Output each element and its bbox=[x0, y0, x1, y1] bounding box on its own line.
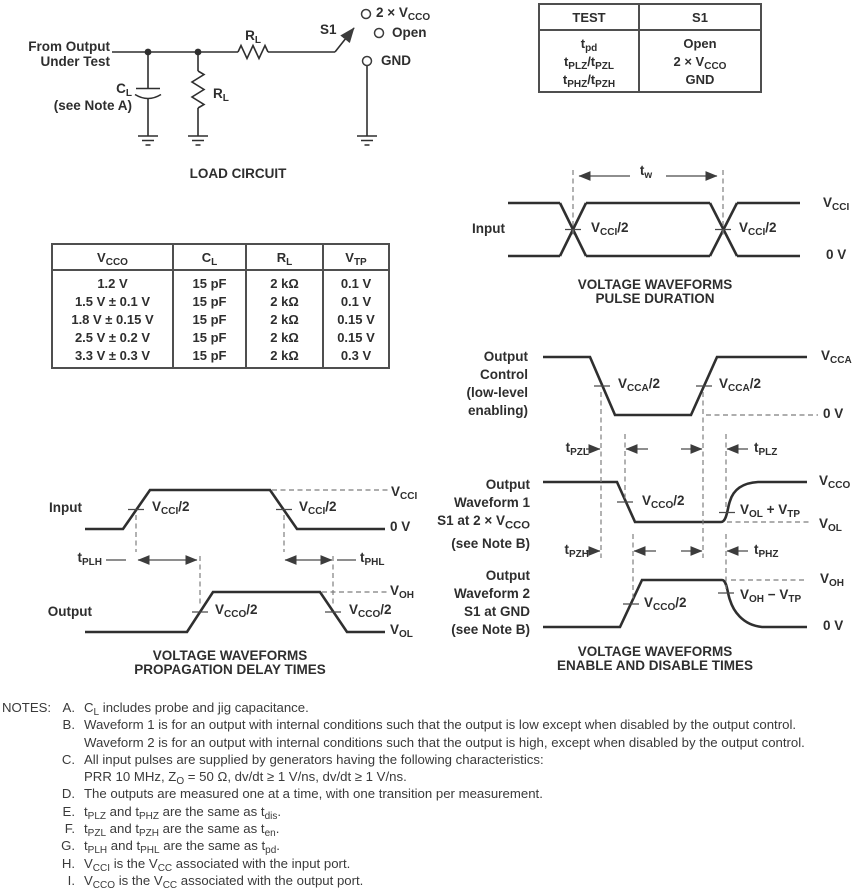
pulse-caption-1: VOLTAGE WAVEFORMS bbox=[577, 277, 733, 292]
table-cell: 2 kΩ bbox=[246, 292, 323, 310]
prop-delay-ticks-arrows bbox=[106, 510, 356, 613]
table-cell: $t_{pd}$ bbox=[580, 35, 598, 54]
pulse-vcci2-label-1: $V_{CCI}/2$ bbox=[591, 220, 629, 238]
vol-plus-vtp-label: $V_{OL} + V_{TP}$ bbox=[740, 502, 801, 520]
propdelay-vcci2-label-1: $V_{CCI}/2$ bbox=[152, 499, 190, 517]
table-row bbox=[52, 310, 389, 328]
notes-section bbox=[0, 699, 852, 889]
table-cell: $t_{PHZ}/t_{PZH}$ bbox=[562, 71, 616, 90]
notes-title: NOTES: bbox=[2, 700, 52, 715]
w2-vcco2-label: $V_{CCO}/2$ bbox=[644, 595, 687, 613]
table-cell: 2 kΩ bbox=[246, 328, 323, 346]
switch-position-gnd-label: GND bbox=[381, 53, 411, 68]
note-item-a: A. $C_L$ includes probe and jig capacitance. bbox=[62, 700, 309, 718]
pulse-vcci-level-label: $V_{CCI}$ bbox=[823, 195, 850, 213]
from-output-label: From Output Under Test bbox=[28, 39, 110, 69]
propdelay-vcci-level-label: $V_{CCI}$ bbox=[391, 484, 418, 502]
propdelay-vcco2-label-2: $V_{CCO}/2$ bbox=[349, 602, 392, 620]
table-row bbox=[52, 346, 389, 368]
table-cell: 15 pF bbox=[173, 310, 246, 328]
rl-shunt-label: $R_L$ bbox=[213, 86, 229, 104]
header-vcco: $V_{CCO}$ bbox=[52, 244, 173, 270]
table-cell: 0.15 V bbox=[323, 328, 389, 346]
tpzh-label: $t_{PZH}$ bbox=[564, 542, 589, 560]
table-cell: 15 pF bbox=[173, 292, 246, 310]
ctrl-0v-level-label: 0 V bbox=[823, 406, 844, 421]
note-item-i: I. $V_{CCO}$ is the $V_{CC}$ associated with the output port. bbox=[67, 872, 364, 889]
table-cell: 0.1 V bbox=[323, 270, 389, 292]
tpzl-label: $t_{PZL}$ bbox=[565, 440, 589, 458]
header-rl: $R_L$ bbox=[246, 244, 323, 270]
note-item-f: F. $t_{PZL}$ and $t_{PZH}$ are the same as $t_{en}$. bbox=[64, 821, 280, 840]
tplz-label: $t_{PLZ}$ bbox=[754, 440, 778, 458]
switch-position-2xvcco-label: $2 \times V_{CCO}$ bbox=[376, 5, 431, 23]
propdelay-vcco2-label-1: $V_{CCO}/2$ bbox=[215, 602, 258, 620]
note-item-h: H. $V_{CCI}$ is the $V_{CC}$ associated with the input port. bbox=[61, 855, 351, 874]
propdelay-caption-2: PROPAGATION DELAY TIMES bbox=[134, 662, 326, 677]
output-control-label: Output Control (low-level enabling) bbox=[466, 349, 528, 418]
load-conditions-table bbox=[51, 243, 390, 369]
propdelay-0v-level-label: 0 V bbox=[390, 519, 411, 534]
table-cell: 15 pF bbox=[173, 346, 246, 368]
note-item-b: B. Waveform 1 is for an output with internal conditions such that the output is low except when disabled by the output control. Waveform 2 is for an output with internal conditions such that the output is high, except when disabled by the output control. bbox=[62, 717, 805, 750]
note-item-g: G. $t_{PLH}$ and $t_{PHL}$ are the same as $t_{pd}$. bbox=[61, 838, 280, 857]
propdelay-vcci2-label-2: $V_{CCI}/2$ bbox=[299, 499, 337, 517]
test-s1-table bbox=[538, 3, 762, 93]
table-row bbox=[539, 70, 761, 92]
enable-disable-caption-1: VOLTAGE WAVEFORMS bbox=[577, 644, 733, 659]
table-cell: $2 \times V_{CCO}$ bbox=[639, 52, 761, 70]
output-waveform1-label: Output Waveform 1 S1 at $2 \times V_{CCO}$ (see Note B) bbox=[437, 477, 530, 551]
voh-minus-vtp-label: $V_{OH} - V_{TP}$ bbox=[740, 587, 802, 605]
table-header-row bbox=[52, 244, 389, 270]
load-circuit-caption: LOAD CIRCUIT bbox=[189, 166, 287, 181]
note-item-c: C. All input pulses are supplied by generators having the following characteristics: PRR 10 MHz, $Z_O = 50$ Ω, dv/dt ≥ 1 V/ns, dv/dt ≥ 1 V/ns. bbox=[61, 751, 544, 788]
propdelay-vol-level-label: $V_{OL}$ bbox=[390, 622, 413, 640]
w1-vcco2-label: $V_{CCO}/2$ bbox=[642, 493, 685, 511]
load-circuit-wires bbox=[112, 46, 367, 137]
pulse-input-label: Input bbox=[472, 221, 505, 236]
tw-label: $t_w$ bbox=[639, 163, 653, 181]
pulse-vcci2-label-2: $V_{CCI}/2$ bbox=[739, 220, 777, 238]
cl-note-label: (see Note A) bbox=[53, 98, 132, 113]
table-cell: 2.5 V ± 0.2 V bbox=[74, 329, 151, 345]
pulse-0v-level-label: 0 V bbox=[826, 247, 847, 262]
switch-position-open-label: Open bbox=[392, 25, 427, 40]
propdelay-caption-1: VOLTAGE WAVEFORMS bbox=[152, 648, 308, 663]
table-cell: 1.5 V ± 0.1 V bbox=[74, 293, 151, 309]
table-cell: 1.8 V ± 0.15 V bbox=[71, 311, 154, 327]
tplh-label: $t_{PLH}$ bbox=[77, 550, 102, 568]
ctrl-vcca2-label-2: $V_{CCA}/2$ bbox=[719, 376, 761, 394]
series-resistor-symbol bbox=[238, 46, 268, 59]
table-cell: 2 kΩ bbox=[246, 346, 323, 368]
output-waveform2-label: Output Waveform 2 S1 at GND (see Note B) bbox=[451, 568, 530, 637]
table-cell: 15 pF bbox=[173, 270, 246, 292]
table-cell: Open bbox=[639, 30, 761, 52]
table-row bbox=[52, 328, 389, 346]
ground-symbols bbox=[138, 136, 377, 145]
rl-series-label: $R_L$ bbox=[245, 28, 261, 46]
table-row bbox=[52, 270, 389, 292]
table-cell: 15 pF bbox=[173, 328, 246, 346]
table-row bbox=[52, 292, 389, 310]
propdelay-input-label: Input bbox=[49, 500, 82, 515]
voh-level-label: $V_{OH}$ bbox=[820, 571, 845, 589]
table-row bbox=[539, 30, 761, 52]
table-cell: GND bbox=[639, 70, 761, 92]
table-header-row bbox=[539, 4, 761, 30]
propdelay-output-label: Output bbox=[47, 604, 92, 619]
tphz-label: $t_{PHZ}$ bbox=[754, 542, 779, 560]
header-s1: S1 bbox=[639, 4, 761, 30]
propdelay-voh-level-label: $V_{OH}$ bbox=[390, 583, 415, 601]
cl-label: $C_L$ bbox=[116, 81, 132, 99]
table-cell: 0.1 V bbox=[323, 292, 389, 310]
table-cell: 1.2 V bbox=[97, 275, 128, 291]
w2-0v-level-label: 0 V bbox=[823, 618, 844, 633]
table-row bbox=[539, 52, 761, 70]
table-cell: 2 kΩ bbox=[246, 310, 323, 328]
table-cell: 2 kΩ bbox=[246, 270, 323, 292]
table-cell: 0.3 V bbox=[323, 346, 389, 368]
note-item-d: D. The outputs are measured one at a time, with one transition per measurement. bbox=[61, 786, 543, 802]
header-vtp: $V_{TP}$ bbox=[323, 244, 389, 270]
table-cell: 3.3 V ± 0.3 V bbox=[74, 347, 151, 363]
vcca-level-label: $V_{CCA}$ bbox=[821, 348, 852, 366]
pulse-caption-2: PULSE DURATION bbox=[595, 291, 715, 306]
table-cell: $t_{PLZ}/t_{PZL}$ bbox=[563, 53, 615, 72]
ctrl-vcca2-label-1: $V_{CCA}/2$ bbox=[618, 376, 660, 394]
header-test: TEST bbox=[539, 4, 639, 30]
note-item-e: E. $t_{PLZ}$ and $t_{PHZ}$ are the same as $t_{dis}$. bbox=[62, 803, 282, 822]
table-cell: 0.15 V bbox=[323, 310, 389, 328]
enable-disable-caption-2: ENABLE AND DISABLE TIMES bbox=[556, 658, 753, 673]
header-cl: $C_L$ bbox=[173, 244, 246, 270]
tphl-label: $t_{PHL}$ bbox=[360, 550, 385, 568]
vol-level-label: $V_{OL}$ bbox=[819, 516, 842, 534]
shunt-resistor-symbol bbox=[192, 71, 204, 108]
s1-label: S1 bbox=[320, 22, 337, 37]
vcco-level-label: $V_{CCO}$ bbox=[819, 473, 851, 491]
